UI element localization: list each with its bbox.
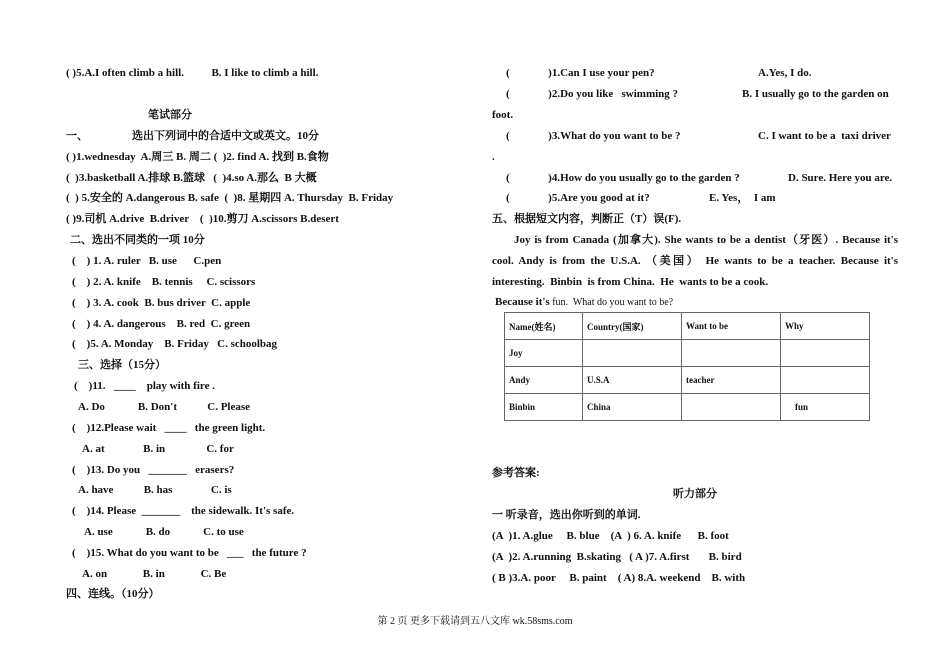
part2-q3: ( ) 3. A. cook B. bus driver C. apple	[72, 297, 251, 309]
written-section-title: 笔试部分	[148, 109, 192, 121]
match-b: B. I usually go to the garden on	[742, 88, 889, 100]
page-footer: 第 2 页 更多下载请到五八文库 wk.58sms.com	[377, 616, 573, 627]
table-cell: U.S.A	[583, 367, 682, 394]
match-d: D. Sure. Here you are.	[788, 172, 893, 184]
match-q2: ( )2.Do you like swimming ?	[506, 88, 679, 100]
listening-section-title: 听力部分	[673, 488, 717, 500]
table-cell: Binbin	[505, 394, 583, 421]
part3-heading: 三、选择（15分）	[78, 359, 166, 371]
table-cell: fun	[781, 394, 870, 421]
passage-line-2: cool. Andy is from the U.S.A. （美国） He wants to be a teacher. Because it's	[492, 255, 898, 267]
table-header-cell: Why	[781, 313, 870, 340]
part2-q5: ( )5. A. Monday B. Friday C. schoolbag	[72, 338, 278, 350]
table-cell: Joy	[505, 340, 583, 367]
answers-row-2: (A )2. A.running B.skating ( A )7. A.first B. bird	[492, 551, 742, 563]
part4-heading: 四、连线。（10分）	[66, 588, 160, 600]
part3-q14: ( )14. Please _______ the sidewalk. It's safe.	[72, 505, 295, 517]
table-cell	[583, 340, 682, 367]
part1-heading: 一、 选出下列词中的合适中文或英文。10分	[66, 130, 319, 142]
table-cell: Andy	[505, 367, 583, 394]
info-table	[504, 312, 870, 421]
table-row	[505, 394, 870, 421]
part3-q15-options: A. on B. in C. Be	[82, 568, 227, 580]
passage-line-4-bold	[495, 295, 673, 310]
part5-heading: 五、根据短文内容，判断正（T）误(F).	[492, 213, 682, 225]
part1-q1-2: ( )1.wednesday A.周三 B. 周二 ( )2. find A. 找到 B.食物	[66, 151, 329, 163]
match-e: E. Yes， I am	[709, 192, 776, 204]
table-cell: teacher	[682, 367, 781, 394]
table-header-cell: Country(国家)	[583, 313, 682, 340]
passage-line-3: interesting. Binbin is from China. He wants to be a cook.	[492, 276, 769, 288]
table-cell	[781, 367, 870, 394]
passage-because: Because it's	[495, 296, 550, 308]
match-b-cont: foot.	[492, 109, 514, 121]
part3-q15: ( )15. What do you want to be ___ the future ?	[72, 547, 307, 559]
part3-q11: ( )11. ____ play with fire .	[74, 380, 215, 392]
table-header-cell: Name(姓名)	[505, 313, 583, 340]
table-cell	[682, 340, 781, 367]
answers-row-1: (A )1. A.glue B. blue (A ) 6. A. knife B. foot	[492, 530, 729, 542]
match-q3: ( )3.What do you want to be ?	[506, 130, 681, 142]
table-row	[505, 340, 870, 367]
match-a: A.Yes, I do.	[758, 67, 812, 79]
match-q1: ( )1.Can I use your pen?	[506, 67, 655, 79]
match-c-cont: .	[492, 151, 495, 163]
match-c: C. I want to be a taxi driver	[758, 130, 891, 142]
part2-heading: 二、选出不同类的一项 10分	[70, 234, 205, 246]
table-row	[505, 367, 870, 394]
table-cell: China	[583, 394, 682, 421]
part3-q12-options: A. at B. in C. for	[82, 443, 234, 455]
table-cell	[682, 394, 781, 421]
part2-q4: ( ) 4. A. dangerous B. red C. green	[72, 318, 251, 330]
part3-q12: ( )12.Please wait ____ the green light.	[72, 422, 266, 434]
part3-q14-options: A. use B. do C. to use	[84, 526, 244, 538]
passage-line-1: Joy is from Canada (加拿大). She wants to be a dentist（牙医）. Because it's	[514, 234, 898, 246]
match-q5: ( )5.Are you good at it?	[506, 192, 650, 204]
part1-q5-8: ( ) 5.安全的 A.dangerous B. safe ( )8. 星期四 A. Thursday B. Friday	[66, 192, 394, 204]
table-header-row	[505, 313, 870, 340]
part1-q9-10: ( )9.司机 A.drive B.driver ( )10.剪刀 A.scissors B.desert	[66, 213, 339, 225]
match-q4: ( )4.How do you usually go to the garden ?	[506, 172, 740, 184]
table-header-cell: Want to be	[682, 313, 781, 340]
part1-q3-4: ( )3.basketball A.排球 B.篮球 ( )4.so A.那么 B 大概	[66, 172, 317, 184]
part3-q13: ( )13. Do you _______ erasers?	[72, 464, 235, 476]
part2-q2: ( ) 2. A. knife B. tennis C. scissors	[72, 276, 256, 288]
passage-fun-question: fun. What do you want to be?	[549, 297, 674, 308]
part3-q11-options: A. Do B. Don't C. Please	[78, 401, 251, 413]
part3-q13-options: A. have B. has C. is	[78, 484, 232, 496]
answers-part1-heading: 一 听录音，选出你听到的单词.	[492, 509, 641, 521]
listening-q5: ( )5.A.I often climb a hill. B. I like to climb a hill.	[66, 67, 319, 79]
answers-row-3: ( B )3.A. poor B. paint ( A) 8.A. weekend B. with	[492, 572, 746, 584]
answers-heading: 参考答案:	[492, 467, 540, 479]
table-cell	[781, 340, 870, 367]
part2-q1: ( ) 1. A. ruler B. use C.pen	[72, 255, 222, 267]
